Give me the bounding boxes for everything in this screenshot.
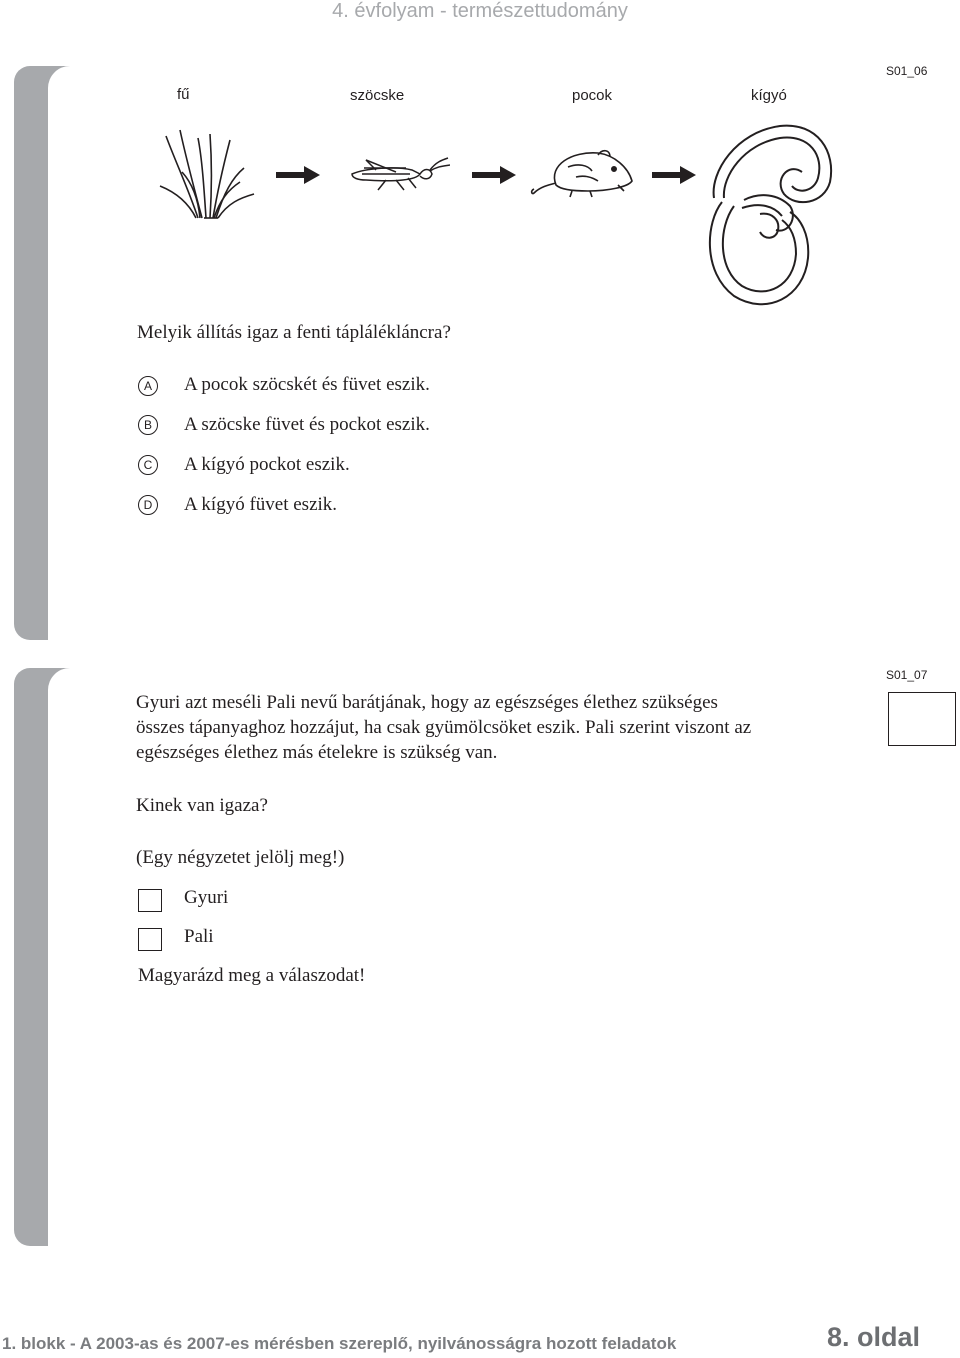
task2-item-code: S01_07 xyxy=(886,668,928,682)
chain-label-grasshopper: szöcske xyxy=(350,87,405,104)
option-c-text: A kígyó pockot eszik. xyxy=(184,454,350,475)
checkbox-gyuri[interactable] xyxy=(138,889,162,912)
arrow-icon xyxy=(472,165,516,185)
footer-block-info: 1. blokk - A 2003-as és 2007-es mérésben szereplő, nyilvánosságra hozott feladatok xyxy=(2,1334,677,1353)
choice-gyuri-label: Gyuri xyxy=(184,887,229,908)
score-box[interactable] xyxy=(888,692,956,746)
task2-paragraph-line2: összes tápanyaghoz hozzájut, ha csak gyümölcsöket eszik. Pali szerint viszont az xyxy=(136,717,752,738)
option-d-marker[interactable]: D xyxy=(138,495,158,515)
task2-paragraph-line1: Gyuri azt meséli Pali nevű barátjának, hogy az egészséges élethez szükséges xyxy=(136,692,718,713)
arrow-icon xyxy=(276,165,320,185)
option-a-marker[interactable]: A xyxy=(138,376,158,396)
option-c-marker[interactable]: C xyxy=(138,455,158,475)
option-a-text: A pocok szöcskét és füvet eszik. xyxy=(184,374,430,395)
task2-question: Kinek van igaza? xyxy=(136,795,268,816)
task1-question: Melyik állítás igaz a fenti táplálékláncra? xyxy=(137,322,451,343)
chain-label-grass: fű xyxy=(177,86,190,103)
vole-illustration xyxy=(528,147,638,199)
option-b-marker[interactable]: B xyxy=(138,415,158,435)
task2-paragraph-line3: egészséges élethez más ételekre is szükség van. xyxy=(136,742,498,763)
option-d-text: A kígyó füvet eszik. xyxy=(184,494,338,515)
task1-item-code: S01_06 xyxy=(886,64,928,78)
snake-illustration xyxy=(700,122,840,308)
grass-illustration xyxy=(158,128,258,223)
grasshopper-illustration xyxy=(346,156,450,192)
task2-explain-prompt: Magyarázd meg a válaszodat! xyxy=(138,965,366,986)
arrow-icon xyxy=(652,165,696,185)
task2-instruction: (Egy négyzetet jelölj meg!) xyxy=(136,847,345,868)
task1-strip-id: S031347 xyxy=(56,576,72,633)
page-number: 8. oldal xyxy=(826,1322,920,1352)
page-header: 4. évfolyam - természettudomány xyxy=(332,0,628,22)
checkbox-pali[interactable] xyxy=(138,928,162,951)
option-b-text: A szöcske füvet és pockot eszik. xyxy=(184,414,430,435)
task2-strip-id: S031346 xyxy=(56,1181,72,1238)
choice-pali-label: Pali xyxy=(184,926,214,947)
chain-label-snake: kígyó xyxy=(751,87,787,104)
chain-label-vole: pocok xyxy=(572,87,613,104)
